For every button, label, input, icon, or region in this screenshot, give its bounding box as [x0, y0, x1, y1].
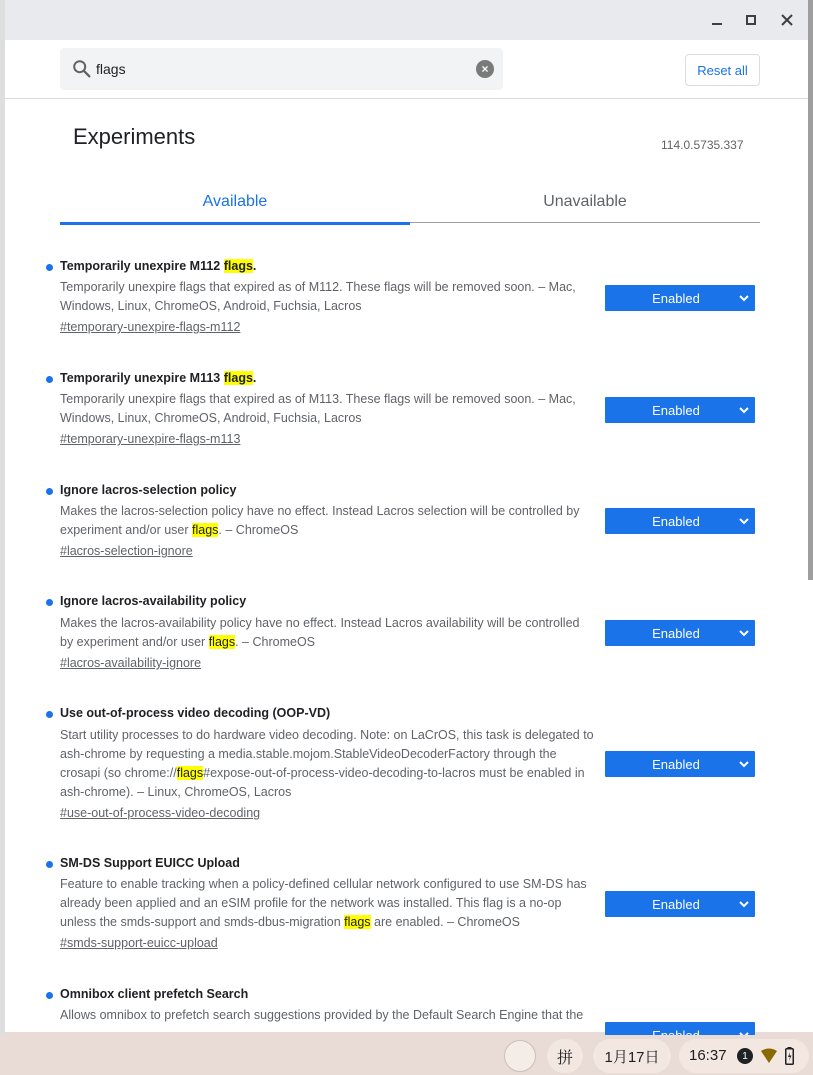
search-box[interactable]: [60, 48, 503, 90]
experiment-status-dot: [46, 264, 53, 271]
browser-window: [5, 0, 813, 1032]
tab-bar: [60, 180, 760, 223]
clear-search-icon[interactable]: ×: [476, 60, 494, 78]
experiment-title: Ignore lacros-availability policy: [60, 594, 247, 608]
date-button[interactable]: 1月17日: [593, 1039, 671, 1073]
experiment-title: SM-DS Support EUICC Upload: [60, 856, 240, 870]
ime-button[interactable]: 拼: [547, 1039, 583, 1073]
experiment-title: Temporarily unexpire M112 flags.: [60, 259, 257, 273]
experiment-title: Use out-of-process video decoding (OOP-VD): [60, 706, 331, 720]
experiment-status-dot: [46, 992, 53, 999]
reset-all-button[interactable]: Reset all: [685, 54, 760, 86]
wifi-icon: [761, 1049, 777, 1063]
experiment-status-dot: [46, 861, 53, 868]
experiment-description: Temporarily unexpire flags that expired as of M112. These flags will be removed soon. – Mac, Windows, Linux, ChromeOS, Android, Fuchsia, Lacros: [60, 280, 576, 313]
experiment-description: Makes the lacros-availability policy have no effect. Instead Lacros availability will be controlled by experiment and/or user flags. – ChromeOS: [60, 616, 580, 649]
experiment-state-select[interactable]: Enabled: [605, 397, 755, 423]
chevron-down-icon: [738, 404, 750, 416]
notification-badge: 1: [737, 1048, 753, 1064]
experiment-link[interactable]: #lacros-selection-ignore: [60, 544, 193, 558]
experiment-title: Temporarily unexpire M113 flags.: [60, 371, 257, 385]
chevron-down-icon: [738, 898, 750, 910]
experiment-description: Start utility processes to do hardware video decoding. Note: on LaCrOS, this task is delegated to ash-chrome by requesting a media.stable.mojom.StableVideoDecoderFactory through the crosapi (so chrome://flags#expose-out-of-process-video-decoding-to-lacros must be enabled in ash-chrome). – Linux, ChromeOS, Lacros: [60, 728, 594, 799]
chevron-down-icon: [738, 627, 750, 639]
experiment-status-dot: [46, 488, 53, 495]
tab-unavailable[interactable]: Unavailable: [543, 192, 627, 210]
experiment-status-dot: [46, 711, 53, 718]
scrollbar[interactable]: [808, 0, 813, 580]
status-tray[interactable]: [679, 1039, 809, 1073]
chevron-down-icon: [738, 758, 750, 770]
experiment-link[interactable]: #temporary-unexpire-flags-m112: [60, 320, 241, 334]
experiment-description: Feature to enable tracking when a policy-defined cellular network configured to use SM-DS has already been applied and an eSIM profile for the network was installed. This flag is a no-op unless the smds-support and smds-dbus-migration flags are enabled. – ChromeOS: [60, 877, 587, 929]
experiment-description: Allows omnibox to prefetch search suggestions provided by the Default Search Engine that the: [60, 1008, 584, 1022]
battery-icon: [785, 1047, 794, 1065]
flags-header: [5, 40, 813, 99]
experiment-description: Temporarily unexpire flags that expired as of M113. These flags will be removed soon. – Mac, Windows, Linux, ChromeOS, Android, Fuchsia, Lacros: [60, 392, 576, 425]
experiment-state-select[interactable]: Enabled: [605, 508, 755, 534]
chevron-down-icon: [738, 292, 750, 304]
experiment-link[interactable]: #use-out-of-process-video-decoding: [60, 806, 261, 820]
experiment-status-dot: [46, 376, 53, 383]
avatar[interactable]: [504, 1040, 536, 1072]
experiment-status-dot: [46, 599, 53, 606]
page-title: Experiments: [73, 124, 196, 149]
experiment-description: Makes the lacros-selection policy have no effect. Instead Lacros selection will be controlled by experiment and/or user flags. – ChromeOS: [60, 504, 580, 537]
experiment-link[interactable]: #temporary-unexpire-flags-m113: [60, 432, 241, 446]
search-icon: [71, 58, 93, 80]
experiment-title: Ignore lacros-selection policy: [60, 483, 237, 497]
title-bar: [5, 0, 813, 40]
minimize-icon[interactable]: [704, 8, 730, 32]
version-label: 114.0.5735.337: [661, 138, 744, 152]
close-icon[interactable]: [774, 8, 800, 32]
experiment-state-select[interactable]: Enabled: [605, 285, 755, 311]
experiment-state-select[interactable]: Enabled: [605, 620, 755, 646]
experiment-link[interactable]: #smds-support-euicc-upload: [60, 936, 218, 950]
tab-available[interactable]: Available: [60, 180, 410, 223]
clock-time: 16:37: [689, 1047, 727, 1064]
experiment-state-select[interactable]: Enabled: [605, 751, 755, 777]
search-input[interactable]: [96, 57, 466, 81]
shelf: [0, 1035, 813, 1075]
chevron-down-icon: [738, 515, 750, 527]
experiment-link[interactable]: #lacros-availability-ignore: [60, 656, 202, 670]
experiment-state-select[interactable]: Enabled: [605, 891, 755, 917]
maximize-icon[interactable]: [738, 8, 764, 32]
experiment-title: Omnibox client prefetch Search: [60, 987, 249, 1001]
